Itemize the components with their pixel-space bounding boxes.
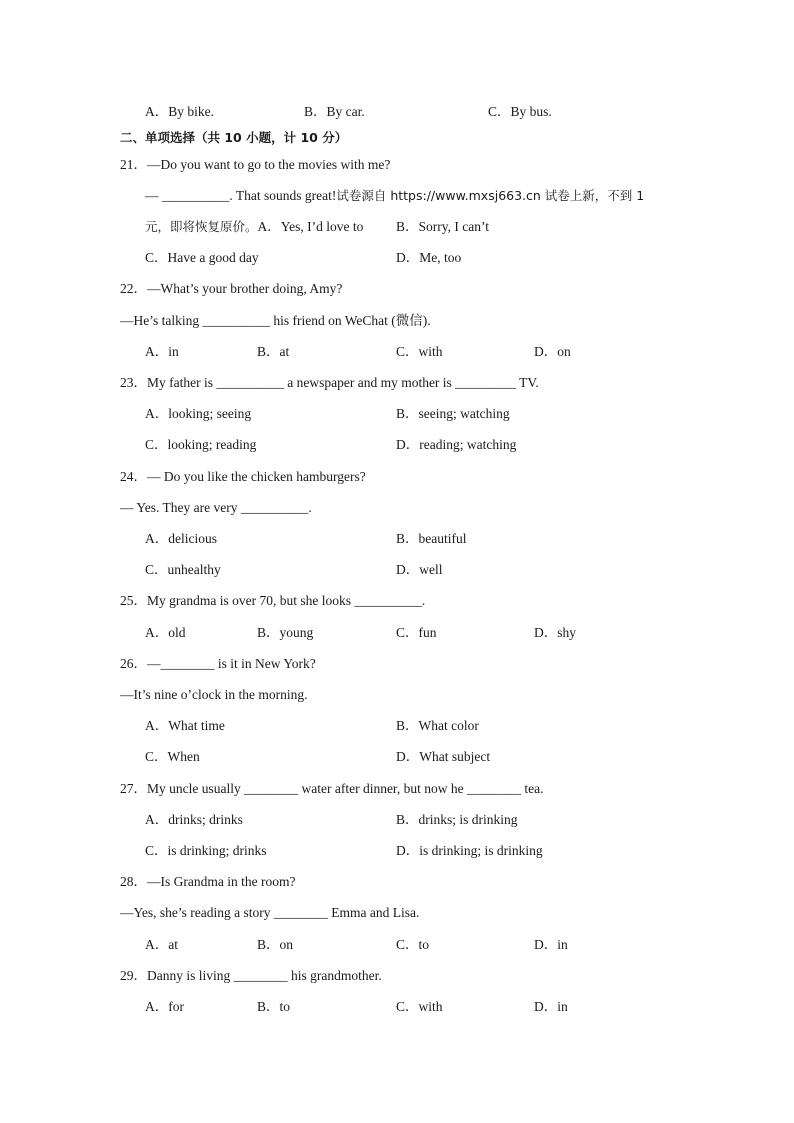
q24-reply: — Yes. They are very __________. <box>120 500 312 515</box>
q25-option-d: D．shy <box>534 625 577 640</box>
q20-option-c: C．By bus. <box>488 104 552 119</box>
q25-question <box>120 592 425 610</box>
q26-prompt: —________ is it in New York? <box>147 656 316 671</box>
q27-number: 27． <box>120 781 147 796</box>
q21-number: 21． <box>120 157 147 172</box>
q22-option-c: C．with <box>396 344 443 359</box>
q25-number: 25． <box>120 593 147 608</box>
q23-prompt: My father is __________ a newspaper and my mother is _________ TV. <box>147 375 539 390</box>
q29-question <box>120 967 382 985</box>
q26-option-d: D．What subject <box>396 749 491 764</box>
q22-prompt: —What’s your brother doing, Amy? <box>147 281 343 296</box>
q20-option-b: B．By car. <box>304 104 365 119</box>
q26-reply: —It’s nine o’clock in the morning. <box>120 687 308 702</box>
q21-option-d: D．Me, too <box>396 250 462 265</box>
q22-option-a: A．in <box>145 344 179 359</box>
q28-reply: —Yes, she’s reading a story ________ Emma and Lisa. <box>120 905 420 920</box>
q26-option-c: C．When <box>145 749 200 764</box>
q28-question <box>120 873 295 891</box>
q29-number: 29． <box>120 968 147 983</box>
q21-option-b: B．Sorry, I can’t <box>396 219 489 234</box>
q25-option-b: B．young <box>257 625 314 640</box>
q23-option-c: C．looking; reading <box>145 437 257 452</box>
watermark-continuation: 元，即将恢复原价。 <box>145 219 258 234</box>
q26-option-a: A．What time <box>145 718 225 733</box>
q27-option-b: B．drinks; is drinking <box>396 812 518 827</box>
q29-option-c: C．with <box>396 999 443 1014</box>
q24-option-d: D．well <box>396 562 443 577</box>
q21-prompt: —Do you want to go to the movies with me? <box>147 157 391 172</box>
q27-prompt: My uncle usually ________ water after dinner, but now he ________ tea. <box>147 781 544 796</box>
q29-prompt: Danny is living ________ his grandmother. <box>147 968 382 983</box>
q29-option-a: A．for <box>145 999 184 1014</box>
q21-options-row1 <box>145 218 363 236</box>
q24-question <box>120 468 366 486</box>
q21-question <box>120 156 390 174</box>
watermark-text: 试卷源自 https://www.mxsj663.cn 试卷上新，不到 1 <box>336 188 645 203</box>
q26-option-b: B．What color <box>396 718 479 733</box>
q23-question <box>120 374 539 392</box>
q28-option-b: B．on <box>257 937 294 952</box>
q28-number: 28． <box>120 874 147 889</box>
q23-number: 23． <box>120 375 147 390</box>
q23-option-a: A．looking; seeing <box>145 406 252 421</box>
q27-option-a: A．drinks; drinks <box>145 812 243 827</box>
q22-question <box>120 280 342 298</box>
q29-option-b: B．to <box>257 999 291 1014</box>
q23-option-d: D．reading; watching <box>396 437 517 452</box>
q24-number: 24． <box>120 469 147 484</box>
q27-option-c: C．is drinking; drinks <box>145 843 267 858</box>
q24-option-b: B．beautiful <box>396 531 467 546</box>
q27-question <box>120 780 544 798</box>
q20-option-a: A．By bike. <box>145 104 214 119</box>
q27-option-d: D．is drinking; is drinking <box>396 843 543 858</box>
q24-option-a: A．delicious <box>145 531 217 546</box>
q21-reply-text: — __________. That sounds great! <box>145 188 337 203</box>
q25-prompt: My grandma is over 70, but she looks __________. <box>147 593 426 608</box>
q28-option-d: D．in <box>534 937 568 952</box>
q28-prompt: —Is Grandma in the room? <box>147 874 296 889</box>
q23-option-b: B．seeing; watching <box>396 406 510 421</box>
q28-option-a: A．at <box>145 937 178 952</box>
q25-option-c: C．fun <box>396 625 437 640</box>
q26-number: 26． <box>120 656 147 671</box>
q22-reply: —He’s talking __________ his friend on WeChat (微信). <box>120 313 431 328</box>
section-heading: 二、单项选择（共 10 小题，计 10 分） <box>120 130 348 145</box>
q29-option-d: D．in <box>534 999 568 1014</box>
q25-option-a: A．old <box>145 625 186 640</box>
q21-reply <box>145 187 644 205</box>
q22-option-b: B．at <box>257 344 290 359</box>
q21-option-a: A．Yes, I’d love to <box>257 219 364 234</box>
q28-option-c: C．to <box>396 937 430 952</box>
q24-prompt: — Do you like the chicken hamburgers? <box>147 469 366 484</box>
q21-option-c: C．Have a good day <box>145 250 259 265</box>
q22-number: 22． <box>120 281 147 296</box>
q26-question <box>120 655 316 673</box>
q24-option-c: C．unhealthy <box>145 562 221 577</box>
q22-option-d: D．on <box>534 344 571 359</box>
